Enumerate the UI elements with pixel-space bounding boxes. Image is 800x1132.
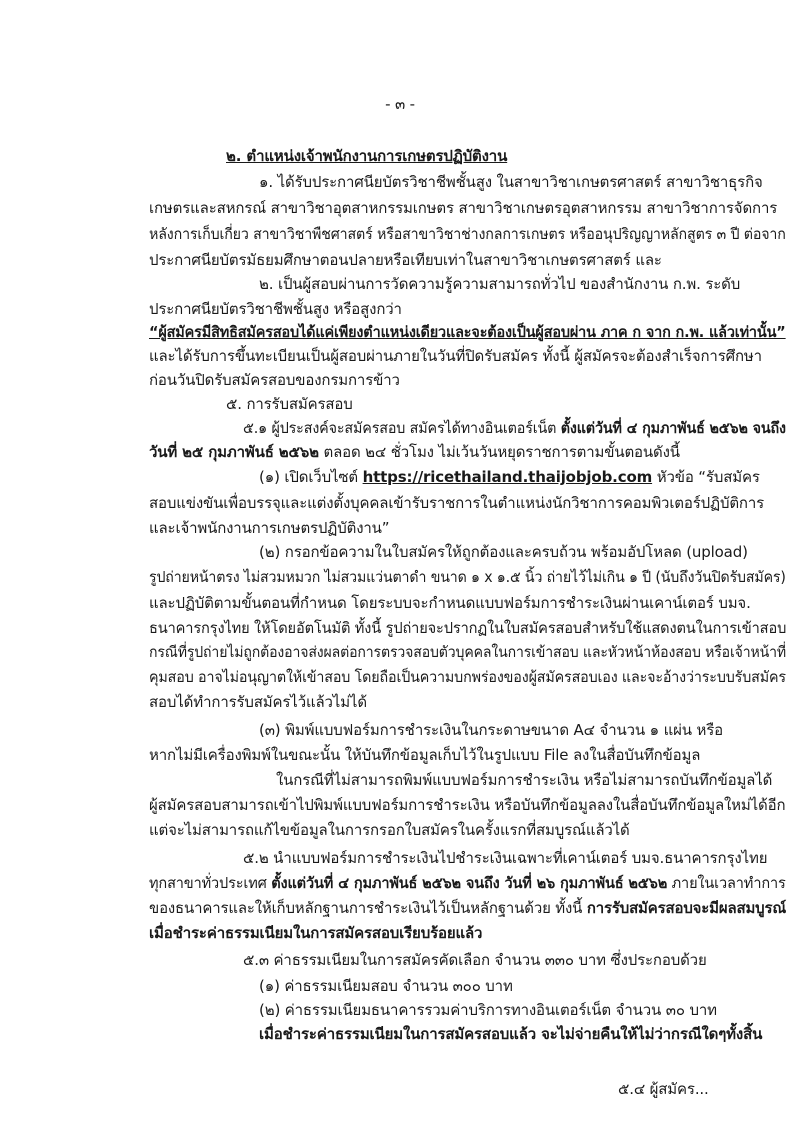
eligibility-notice: “ผู้สมัครมีสิทธิสมัครสอบได้แค่เพียงตำแหน่งเดียวและจะต้องเป็นผู้สอบผ่าน ภาค ก จาก ก.พ. แล้วเท่านั้น” [149, 323, 786, 341]
step-1-line-1: (๑) เปิดเว็บไซต์ https://ricethailand.thaijobjob.com หัวข้อ “รับสมัคร [259, 468, 760, 486]
step-1-line-2: สอบแข่งขันเพื่อบรรจุและแต่งตั้งบุคคลเข้ารับราชการในตำแหน่งนักวิชาการคอมพิวเตอร์ปฏิบัติการ [149, 494, 765, 512]
section-5-2-line-2: ทุกสาขาทั่วประเทศ ตั้งแต่วันที่ ๔ กุมภาพันธ์ ๒๕๖๒ จนถึง วันที่ ๒๖ กุมภาพันธ์ ๒๕๖๒ ภายในเวลาทำการ [149, 874, 786, 892]
step-2-line-1: (๒) กรอกข้อความในใบสมัครให้ถูกต้องและครบถ้วน พร้อมอัปโหลด (upload) [259, 543, 748, 561]
section-2-closing-line-2: ก่อนวันปิดรับสมัครสอบของกรมการข้าว [149, 371, 400, 389]
section-2-item-1-line-3: หลังการเก็บเกี่ยว สาขาวิชาพืชศาสตร์ หรือสาขาวิชาช่างกลการเกษตร หรืออนุปริญญาหลักสูตร ๓ ปี ต่อจาก [149, 225, 786, 243]
section-2-heading: ๒. ตำแหน่งเจ้าพนักงานการเกษตรปฏิบัติงาน [226, 147, 508, 165]
section-2-item-2-line-2: ประกาศนียบัตรวิชาชีพชั้นสูง หรือสูงกว่า [149, 300, 402, 318]
section-5-heading: ๕. การรับสมัครสอบ [226, 395, 353, 413]
section-5-3-line-1: ๕.๓ ค่าธรรมเนียมในการสมัครคัดเลือก จำนวน ๓๓๐ บาท ซึ่งประกอบด้วย [243, 951, 707, 969]
page-number: - ๓ - [385, 95, 415, 113]
fee-item-1: (๑) ค่าธรรมเนียมสอบ จำนวน ๓๐๐ บาท [259, 977, 513, 995]
fee-item-2: (๒) ค่าธรรมเนียมธนาคารรวมค่าบริการทางอินเตอร์เน็ต จำนวน ๓๐ บาท [259, 1001, 717, 1019]
step-1-line-3: และเจ้าพนักงานการเกษตรปฏิบัติงาน” [149, 519, 390, 537]
section-5-2-line-1: ๕.๒ นำแบบฟอร์มการชำระเงินไปชำระเงินเฉพาะที่เคาน์เตอร์ บมจ.ธนาคารกรุงไทย [243, 849, 768, 867]
section-2-item-2-line-1: ๒. เป็นผู้สอบผ่านการวัดความรู้ความสามารถทั่วไป ของสำนักงาน ก.พ. ระดับ [259, 275, 741, 293]
section-2-item-1-line-2: เกษตรและสหกรณ์ สาขาวิชาอุตสาหกรรมเกษตร สาขาวิชาเกษตรอุตสาหกรรม สาขาวิชาการจัดการ [149, 199, 778, 217]
section-2-item-1-line-1: ๑. ได้รับประกาศนียบัตรวิชาชีพชั้นสูง ในสาขาวิชาเกษตรศาสตร์ สาขาวิชาธุรกิจ [259, 173, 763, 191]
refund-notice: เมื่อชำระค่าธรรมเนียมในการสมัครสอบแล้ว จะไม่จ่ายคืนให้ไม่ว่ากรณีใดๆทั้งสิ้น [259, 1025, 763, 1043]
step-3-line-1: (๓) พิมพ์แบบฟอร์มการชำระเงินในกระดาษขนาด A๔ จำนวน ๑ แผ่น หรือ [259, 721, 723, 739]
application-website-link[interactable]: https://ricethailand.thaijobjob.com [362, 468, 653, 486]
section-5-1-line-1: ๕.๑ ผู้ประสงค์จะสมัครสอบ สมัครได้ทางอินเตอร์เน็ต ตั้งแต่วันที่ ๔ กุมภาพันธ์ ๒๕๖๒ จนถึง [243, 419, 786, 437]
step-3-line-2: หากไม่มีเครื่องพิมพ์ในขณะนั้น ให้บันทึกข้อมูลเก็บไว้ในรูปแบบ File ลงในสื่อบันทึกข้อมูล [149, 746, 701, 764]
section-2-item-1-line-4: ประกาศนียบัตรมัธยมศึกษาตอนปลายหรือเทียบเท่าในสาขาวิชาเกษตรศาสตร์ และ [149, 251, 662, 269]
step-2-line-4: ธนาคารกรุงไทย ให้โดยอัตโนมัติ ทั้งนี้ รูปถ่ายจะปรากฏในใบสมัครสอบสำหรับใช้แสดงตนในการเข้าสอบ [149, 619, 787, 637]
continuation-marker: ๕.๔ ผู้สมัคร... [618, 1080, 709, 1098]
section-5-2-line-4: เมื่อชำระค่าธรรมเนียมในการสมัครสอบเรียบร้อยแล้ว [149, 924, 483, 942]
step-3-line-5: แต่จะไม่สามารถแก้ไขข้อมูลในการกรอกใบสมัครในครั้งแรกที่สมบูรณ์แล้วได้ [149, 821, 630, 839]
step-2-line-5: กรณีที่รูปถ่ายไม่ถูกต้องอาจส่งผลต่อการตรวจสอบตัวบุคคลในการเข้าสอบ และหัวหน้าห้องสอบ หรือเจ้าหน้าที่ [149, 643, 786, 661]
section-5-1-line-2: วันที่ ๒๕ กุมภาพันธ์ ๒๕๖๒ ตลอด ๒๔ ชั่วโมง ไม่เว้นวันหยุดราชการตามขั้นตอนดังนี้ [149, 443, 680, 461]
step-2-line-6: คุมสอบ อาจไม่อนุญาตให้เข้าสอบ โดยถือเป็นความบกพร่องของผู้สมัครสอบเอง และจะอ้างว่าระบบรับสมัคร [149, 668, 786, 686]
step-2-line-7: สอบได้ทำการรับสมัครไว้แล้วไม่ได้ [149, 693, 367, 711]
section-2-closing-line-1: และได้รับการขึ้นทะเบียนเป็นผู้สอบผ่านภายในวันที่ปิดรับสมัคร ทั้งนี้ ผู้สมัครจะต้องสำเร็จการศึกษา [149, 347, 762, 365]
step-3-line-3: ในกรณีที่ไม่สามารถพิมพ์แบบฟอร์มการชำระเงิน หรือไม่สามารถบันทึกข้อมูลได้ [276, 771, 773, 789]
section-5-2-line-3: ของธนาคารและให้เก็บหลักฐานการชำระเงินไว้เป็นหลักฐานด้วย ทั้งนี้ การรับสมัครสอบจะมีผลสมบูรณ์ [149, 899, 787, 917]
step-2-line-3: และปฏิบัติตามขั้นตอนที่กำหนด โดยระบบจะกำหนดแบบฟอร์มการชำระเงินผ่านเคาน์เตอร์ บมจ. [149, 594, 751, 612]
step-3-line-4: ผู้สมัครสอบสามารถเข้าไปพิมพ์แบบฟอร์มการชำระเงิน หรือบันทึกข้อมูลลงในสื่อบันทึกข้อมูลใหม่ได้อีก [149, 796, 786, 814]
step-2-line-2: รูปถ่ายหน้าตรง ไม่สวมหมวก ไม่สวมแว่นตาดำ ขนาด ๑ x ๑.๕ นิ้ว ถ่ายไว้ไม่เกิน ๑ ปี (นับถึงวันปิดรับสมัคร) [149, 568, 786, 586]
